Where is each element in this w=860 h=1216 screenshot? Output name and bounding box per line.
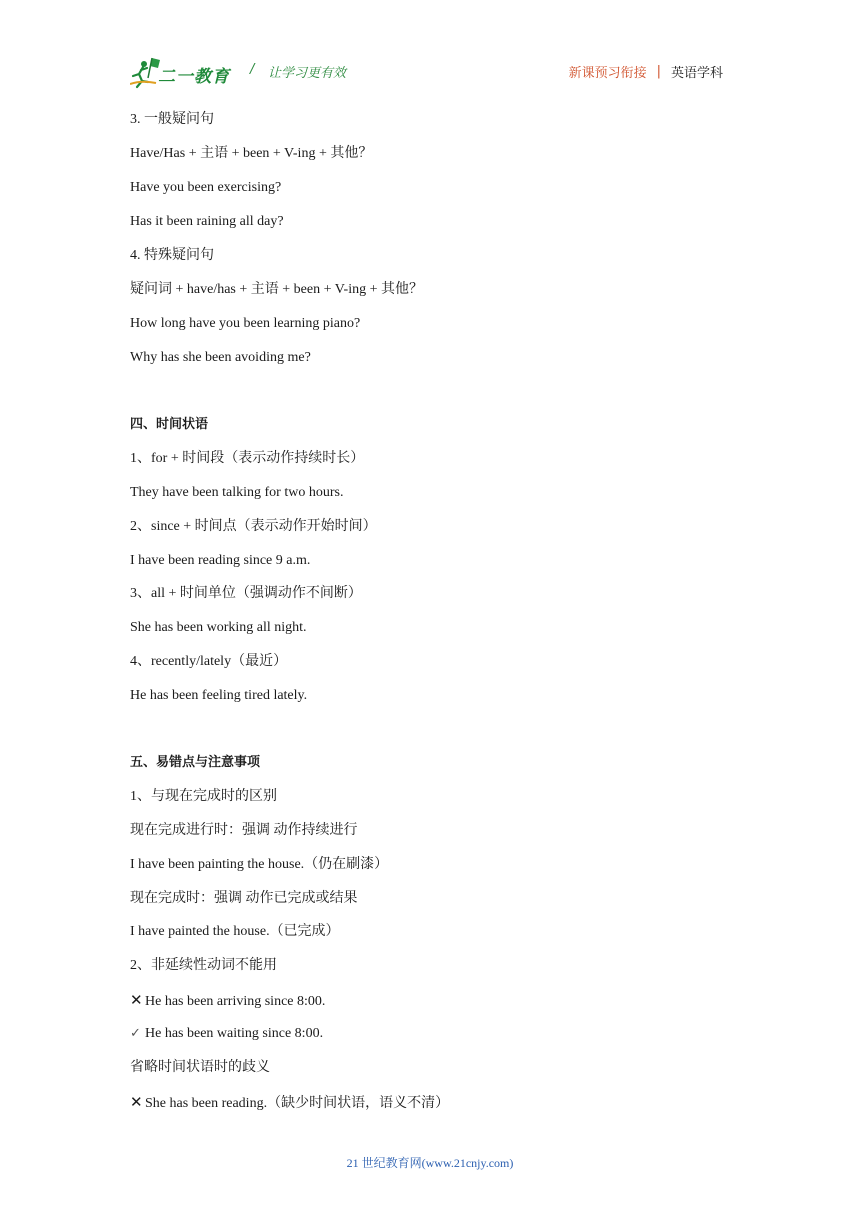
list-item: They have been talking for two hours.: [130, 485, 344, 500]
list-item: 1、与现在完成时的区别: [130, 789, 277, 804]
list-item: She has been working all night.: [130, 620, 307, 635]
page-header: [0, 0, 860, 100]
list-item: I have been painting the house.（仍在刷漆）: [130, 857, 389, 872]
list-item: He has been feeling tired lately.: [130, 688, 308, 703]
list-item: ✕ She has been reading.（缺少时间状语，语义不清）: [130, 1093, 450, 1111]
list-item: 3. 一般疑问句: [130, 112, 214, 127]
list-item: 3、all + 时间单位（强调动作不间断）: [130, 586, 362, 601]
list-item: Have you been exercising?: [130, 180, 282, 195]
cross-icon: ✕: [130, 1093, 143, 1111]
list-item: 4. 特殊疑问句: [130, 248, 214, 263]
footer-link[interactable]: 21 世纪教育网(www.21cnjy.com): [346, 1156, 514, 1170]
list-item: 现在完成时：强调 动作已完成或结果: [130, 891, 358, 906]
list-item: 2、since + 时间点（表示动作开始时间）: [130, 519, 377, 534]
list-item: 1、for + 时间段（表示动作持续时长）: [130, 451, 365, 466]
check-icon: ✓: [130, 1026, 141, 1041]
page-footer[interactable]: [0, 1154, 860, 1171]
section-heading: 五、易错点与注意事项: [130, 755, 261, 770]
list-item: 现在完成进行时：强调 动作持续进行: [130, 823, 358, 838]
header-right: [569, 62, 723, 81]
list-item: How long have you been learning piano?: [130, 316, 361, 331]
course-label: 新课预习衔接: [568, 66, 647, 81]
list-item: ✓ He has been waiting since 8:00.: [130, 1024, 323, 1044]
header-divider: |: [656, 64, 661, 79]
list-item: 疑问词 + have/has + 主语 + been + V-ing + 其他？: [130, 282, 424, 297]
list-item: I have been reading since 9 a.m.: [130, 553, 311, 568]
list-item: ✕ He has been arriving since 8:00.: [130, 991, 326, 1009]
list-item: 2、非延续性动词不能用: [130, 958, 277, 973]
list-item: Have/Has + 主语 + been + V-ing + 其他？: [130, 146, 373, 161]
brand-logo[interactable]: [130, 56, 245, 90]
slogan-separator: /: [250, 62, 255, 77]
cross-icon: ✕: [130, 991, 143, 1009]
list-item: 4、recently/lately（最近）: [130, 654, 288, 669]
subject-label: 英语学科: [670, 66, 723, 81]
section-heading: 四、时间状语: [130, 417, 209, 432]
list-item: I have painted the house.（已完成）: [130, 924, 340, 939]
slogan: 让学习更有效: [268, 66, 347, 81]
list-item: Why has she been avoiding me?: [130, 350, 311, 365]
logo-text: 二一教育: [158, 67, 230, 87]
list-item: Has it been raining all day?: [130, 214, 284, 229]
list-item: 省略时间状语时的歧义: [130, 1060, 270, 1075]
